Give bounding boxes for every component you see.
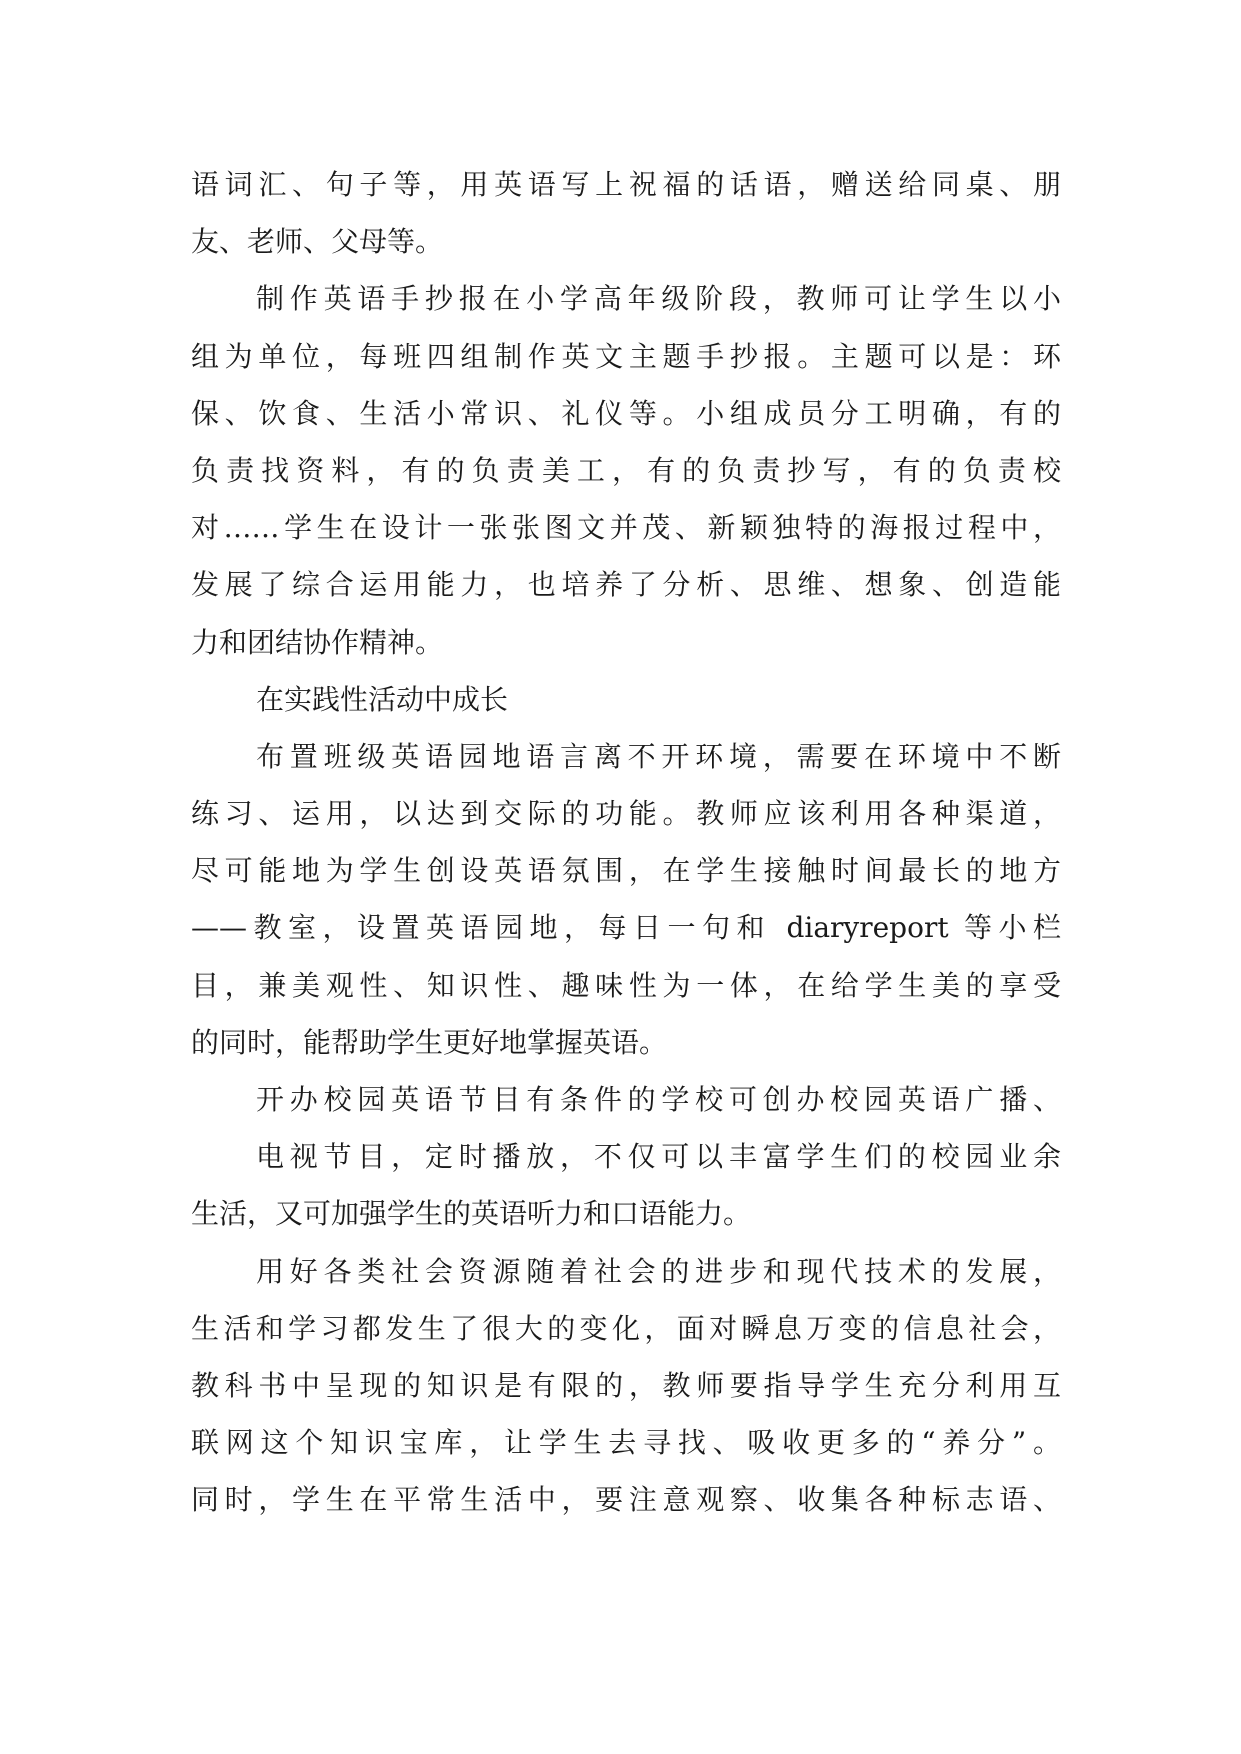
text-line: 负责找资料，有的负责美工，有的负责抄写，有的负责校 [191, 453, 1061, 487]
text-line: 开办校园英语节目有条件的学校可创办校园英语广播、 [256, 1083, 1061, 1116]
text-line: 力和团结协作精神。 [191, 625, 444, 659]
section-heading: 在实践性活动中成长 [256, 682, 509, 716]
text-line: 发展了综合运用能力，也培养了分析、思维、想象、创造能 [191, 568, 1061, 602]
text-line: 生活，又可加强学生的英语听力和口语能力。 [191, 1197, 752, 1231]
text-line: 的同时，能帮助学生更好地掌握英语。 [191, 1025, 668, 1059]
text-line: 友、老师、父母等。 [191, 225, 444, 259]
text-line: 用好各类社会资源随着社会的进步和现代技术的发展， [256, 1254, 1061, 1288]
text-line: 制作英语手抄报在小学高年级阶段，教师可让学生以小 [256, 282, 1061, 316]
text-line: 联网这个知识宝库，让学生去寻找、吸收更多的“养分”。 [191, 1426, 1061, 1460]
text-line: 教科书中呈现的知识是有限的，教师要指导学生充分利用互 [191, 1368, 1061, 1402]
text-line: 保、饮食、生活小常识、礼仪等。小组成员分工明确，有的 [191, 396, 1061, 430]
text-line: 组为单位，每班四组制作英文主题手抄报。主题可以是：环 [191, 339, 1061, 373]
text-line: 同时，学生在平常生活中，要注意观察、收集各种标志语、 [191, 1483, 1061, 1517]
document-body [191, 156, 1061, 1529]
text-line: 尽可能地为学生创设英语氛围，在学生接触时间最长的地方 [191, 854, 1061, 888]
text-line: 语词汇、句子等，用英语写上祝福的话语，赠送给同桌、朋 [191, 168, 1061, 201]
text-line: 练习、运用，以达到交际的功能。教师应该利用各种渠道， [191, 797, 1061, 831]
text-line: 电视节目，定时播放，不仅可以丰富学生们的校园业余 [256, 1140, 1061, 1174]
text-line: 生活和学习都发生了很大的变化，面对瞬息万变的信息社会， [191, 1311, 1061, 1345]
text-line: 布置班级英语园地语言离不开环境，需要在环境中不断 [256, 739, 1061, 773]
text-line: 对……学生在设计一张张图文并茂、新颖独特的海报过程中， [191, 511, 1061, 545]
text-line: 目，兼美观性、知识性、趣味性为一体，在给学生美的享受 [191, 968, 1061, 1002]
text-line: ——教室，设置英语园地，每日一句和 diaryreport 等小栏 [191, 911, 1061, 945]
